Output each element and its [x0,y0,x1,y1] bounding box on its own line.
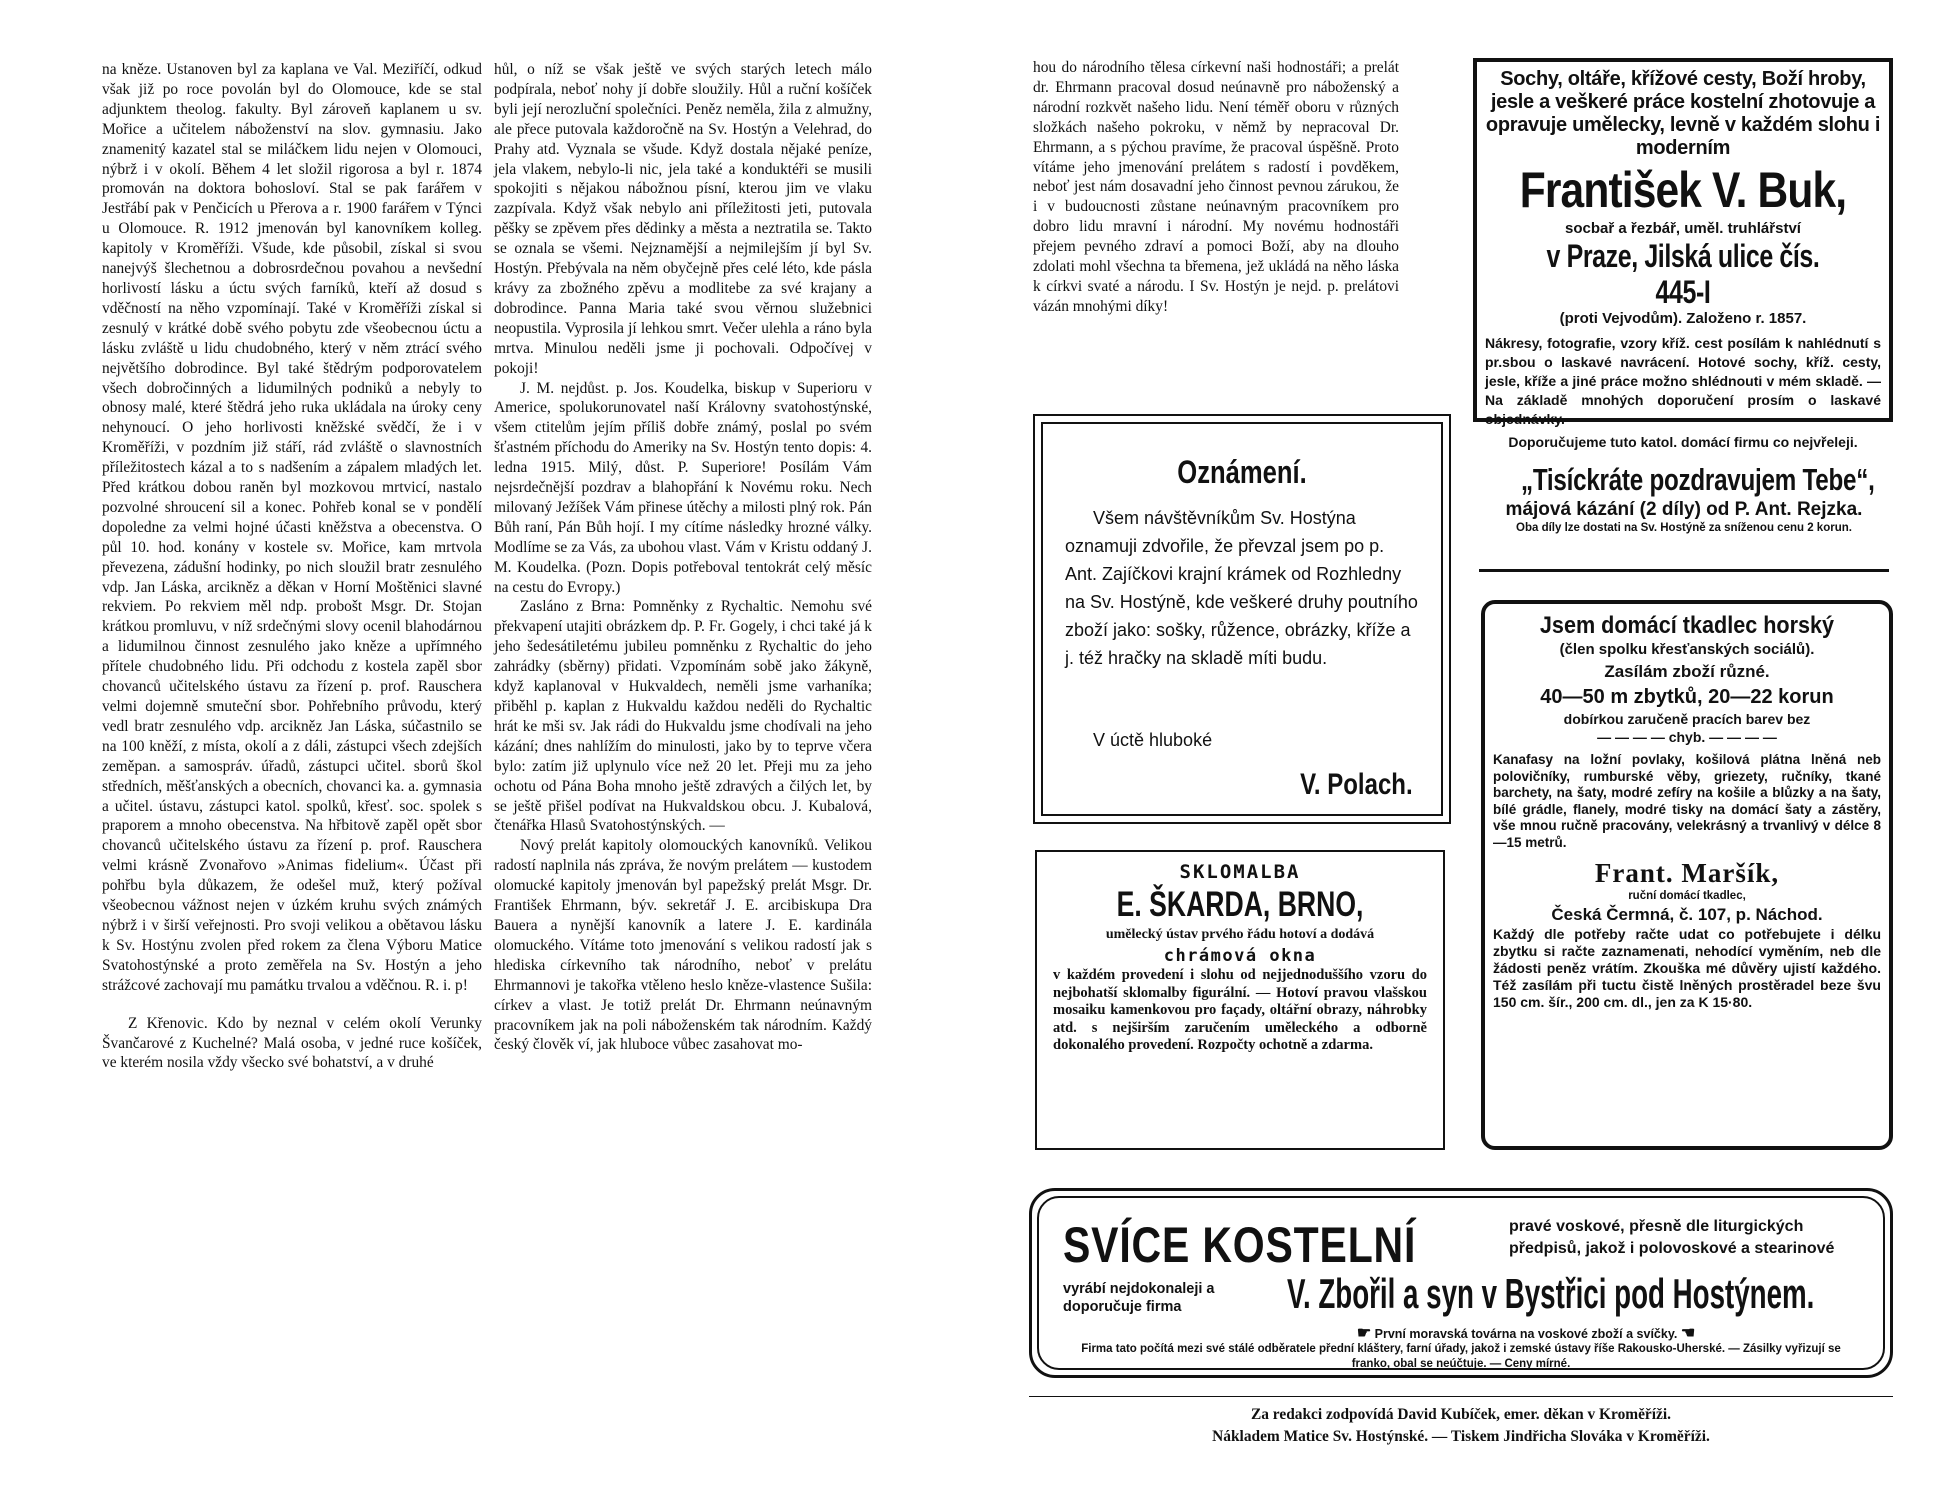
ad-marsik-role: ruční domácí tkadlec, [1628,890,1746,902]
ad-skarda-head: SKLOMALBA [1179,861,1301,883]
imprint-footer [1029,1404,1893,1448]
ad-skarda-windows: chrámová okna [1163,946,1317,966]
imprint-editor: Za redakci zodpovídá David Kubíček, emer. děkan v Kroměříži. [1251,1406,1671,1423]
ad-polach [1033,414,1451,824]
obituary-paragraph: na kněze. Ustanoven byl za kaplana ve Val. Meziříčí, odkud však již po roce povolán byl do Olomouce, kde se stal adjunktem theolog. fakulty. Byl zároveň kaplanem u sv. Mořice a učitelem náboženství na slov. gymnasiu. Jako znamenitý kazatel stal se miláčkem lidu nejen v Olomouci, nýbrž i v okolí. Během 4 let složil rigorosa a byl r. 1874 promován na doktora bohosloví. Stal se pak farářem v Jestřábí pak v Penčicích u Přerova a r. 1900 farářem v Týnci u Olomouce. R. 1912 jmenován byl kanovníkem kolleg. kapitoly v Kroměříži. Všude, kde působil, získal si svou nanejvýš šlechetnou a dobrosrdečnou povahou a nevšední horlivostí lásku a úctu svých farníků, kteří až dosud s vděčností na něho vzpomínají. Také v Kroměříži získal si zesnulý v krátké době svého pobytu zde všeobecnou úctu a lásku zvláště u lidu chudobného, který v něm ztrácí svého největšího dobrodince. Byl také štědrým podporovatelem všech dobročinných a lidumilných podniků a nebyly to obnosy malé, které štědrá jeho ruka ukládala na úroky ceny nehynoucí. O jeho horlivosti kněžské svědčí, že i v Kroměříži, v pozdním již stáří, rád zvláště o slavnostních příležitostech kázal a to s nadšením a zápalem mladých let. Před krátkou dobou raněn byl mozkovou mrtvicí, nastalo pozvolné shroucení sil a konec. Pohřeb konal se v pondělí dopoledne za velmi hojné účasti kněžstva a obecenstva. O půl 10. hod. konány v kostele sv. Mořice, kam mrtvola převezena, zádušní hodinky, po nich sloužil bratr zesnulého vdp. Jan Láska, arcikněz a děkan v Horní Moštěnici slavné rekviem. Po rekviem měl ndp. probošt Msgr. Dr. Stojan krátkou promluvu, v níž srdečnými slovy ocenil blahodárnou a lidumilnou činnost zesnulého jako kněze a upřímného přítele chudobného lidu. Při odchodu z kostela zapěl sbor chovanců učitelského ústavu za řízení p. prof. Rauschera velmi dojemně smuteční sbor. Pohřebního průvodu, který vedl bratr zesnulého vdp. arcikněz Jan Láska, súčastnilo se na 100 kněží, z místa, okolí a z dáli, zástupci všech zdejších zeměpan. a samospráv. úřadů, zástupci učitel. sborů škol středních, měšťanských a obecních, chovanci ka. a. gymnasia a učitel. ústavu, zástupci katol. spolků, křesť. soc. spolek s praporem a mnoho obecenstva. Na hřbitově zapěl opět sbor chovanců učitelského ústavu za řízení p. prof. Rauschera velmi krásně Zvonařovo »Animas fidelium«. Účast při pohřbu byla důkazem, že odešel muž, který požíval všeobecnou vážnost nejen v úzkém kruhu svých známých nýbrž i v širší veřejnosti. Pro svoji velikou a obětavou lásku k Sv. Hostýnu zvolen před rokem za člena Výboru Matice Svatohostýnské a proto zeměřela na Sv. Hostýn a jeho strážcové zachovají mu památku trvalou a vděčnou. R. i. p! [102,61,482,994]
ad-skarda-body: v každém provedení i slohu od nejjednoduššího vzoru do nejbohatší sklomalby figurální. — Hotoví pravou vlašskou mosaiku kamenkovou pro façady, oltářní obrazy, náhrobky atd. s nejširším zaručením uměleckého a odborně dokonalého provedení. Rozpočty ochotně a zdarma. [1053,967,1427,1053]
ad-zboril-makes: vyrábí nejdokonaleji a doporučuje firma [1063,1281,1215,1315]
ad-polach-text: Všem návštěvníkům Sv. Hostýna oznamuji zdvořile, že převzal jsem po p. Ant. Zajíčkovi krajní krámek od Rozhledny na Sv. Hostýně, kde veškeré druhy poutního zboží jako: sošky, růžence, obrázky, kříže a j. též hračky na skladě míti budu. [1065,508,1418,668]
ad-zboril-first: První moravská továrna na voskové zboží a svíčky. [1374,1327,1678,1341]
pointing-hand-icon: ☚ [1680,1325,1696,1342]
ad-marsik-offer: 40—50 m zbytků, 20—22 korun [1540,686,1834,708]
ad-marsik-head: Jsem domácí tkadlec horský [1539,612,1835,639]
ad-polach-signature: V. Polach. [1300,768,1413,801]
ad-buk [1473,58,1893,450]
ad-zboril-first-line [1209,1326,1843,1342]
ad-marsik-member: (člen spolku křesťanských sociálů). [1559,641,1815,658]
ad-marsik-dash: — — — — chyb. — — — — [1597,729,1777,745]
ad-marsik-list: Kanafasy na ložní povlaky, košilová plátna lněná neb polovičníky, rumburské věby, griezety, ručníky, tkané barchety, na šaty, modré zefíry na košile a blůzky a na šaty, bílé grádle, flanely, modré tisky na domácí šaty a zástěry, vše mnou ručně pracovány, velekrásný a trvanlivý v délce 8—15 metrů. [1493,752,1881,850]
ad-polach-body [1065,504,1419,672]
ad-skarda-name: E. ŠKARDA, BRNO, [1116,885,1364,924]
ad-rejzka-subtitle: májová kázání (2 díly) od P. Ant. Rejzka. [1505,499,1863,520]
ad-marsik-name: Frant. Maršík, [1594,858,1780,888]
ad-zboril-title: SVÍCE KOSTELNÍ [1063,1217,1417,1273]
ad-marsik-terms: Každý dle potřeby račte udat co potřebujete i délku zbytku si račte zaznamenati, nehodící vyměním, neb dle žádosti peněz vrátím. Zkouška mé důvěry ujistí každého. Též zasílám při tuctu čistě lněných prostěradel beze švu 150 cm. šír., 200 cm. dl., jen za K 15·80. [1493,926,1881,1010]
imprint-publisher: Nákladem Matice Sv. Hostýnské. — Tiskem Jindřicha Slováka v Kroměříži. [1212,1428,1710,1445]
ad-rejzka [1475,462,1893,572]
ad-buk-name: František V. Buk, [1519,162,1847,218]
ad-polach-frame [1041,422,1443,816]
pointing-hand-icon: ☛ [1356,1325,1372,1342]
krenovice-paragraph-start: Z Křenovic. Kdo by neznal v celém okolí Verunky Švančarové z Kuchelné? Malá osoba, v jedné ruce košíček, ve kterém nosila vždy všecko své bohatství, a v druhé [102,1014,482,1072]
ad-rejzka-note: Oba díly lze dostati na Sv. Hostýně za sníženou cenu 2 korun. [1516,522,1852,534]
text-column-2 [494,60,872,1055]
ehrmann-paragraph: Nový prelát kapitoly olomouckých kanovníků. Velikou radostí naplnila nás zpráva, že novým prelátem — kustodem olomucké kapitoly jmenován byl papežský prelát Msgr. Dr. František Ehrmann, býv. sekretář J. E. arcibiskupa Dra Bauera a nynější kanovník a latere J. E. kardinála olomuckého. Vítáme toto jmenování s velikou radostí jak s hlediska církevního tak národního, neboť v prelátu Ehrmannovi je takořka vtěleno heslo kněze-vlastence Sušila: církev a vlast. Je totiž prelát Dr. Ehrmann neúnavným pracovníkem jak na poli náboženském tak národním. Každý český člověk ví, jak hluboce vůbec zasahovat mo- [494,837,872,1054]
ad-zboril-frame [1037,1196,1885,1370]
ad-zboril-fine: Firma tato počítá mezi své stálé odběratele přední kláštery, farní úřady, jakož i zemské ústavy říše Rakousko-Uherské. — Zásilky vyřizují se franko, obal se neúčtuje. — Ceny mírné. [1081,1343,1841,1370]
ad-buk-trades: socbař a řezbář, uměl. truhlářství [1565,220,1801,237]
rychaltice-paragraph: Zasláno z Brna: Pomněnky z Rychaltic. Nemohu své překvapení utajiti obrázkem dp. P. Fr. Gogely, i chci také já k jeho šedesátiletému jubileu pomněnku z Rychaltic do jeho zahrádky (sběrny) přidati. Vzpomínám sobě jako žákyně, když kaplanoval v Hukvaldech, neměli jsme varhaníka; přiběhl p. kaplan z Hukvaldu každou neděli do Rychaltic hrát ke mši sv. Jak rádi do Hukvaldu jsme chodívali na jeho kázání; dnes nahlížím do minulosti, jako by to teprve včera bylo: zatím již uplynulo více než 20 let. Přeji mu za jeho ochotu od Pána Boha mnoho ještě zdravých a čilých let, by se ještě přišel podívat na Hukvaldskou obcu. J. Kubalová, čtenářka Hlasů Svatohostýnských. — [494,598,872,835]
ad-zboril-firm: V. Zbořil a syn v Bystřici pod Hostýnem. [1287,1270,1815,1317]
ad-buk-details: Nákresy, fotografie, vzory kříž. cest posílám k nahlédnutí s pr.sbou o laskavé navrácení. Hotové sochy, kříž. cesty, jesle, kříže a jiné práce možno shlédnouti v mém skladě. — Na základě mnohých doporučení prosím o laskavé objednávky. [1485,335,1881,427]
ad-polach-title: Oznámení. [1177,454,1307,490]
ehrmann-continuation: hou do národního tělesa církevní naši hodnostáři; a prelát dr. Ehrmann pracoval dosud neúnavně pro náboženský a národní rozkvět našeho lidu. Není téměř oboru v různých složkách našeho pokroku, v němž by nepracoval Dr. Ehrmann, a s pýchou pravíme, že pracoval úspěšně. Proto vítáme jeho jmenování prelátem s radostí i povděkem, neboť jest nám dosavadní jeho činnost pevnou zárukou, že i v budoucnosti zůstane neúnavným pracovníkem pro dobro lidu mravní i národní. My novému hodnostáři přejem pevného zdraví a pomoci Boží, aby na dlouho zdolati mohl všechna ta břemena, jež ukládá na něho láska k církvi svaté a národu. I Sv. Hostýn je nejd. p. prelátovi vázán mnohými díky! [1033,59,1399,315]
footer-rule [1029,1396,1893,1397]
ad-buk-since: (proti Vejvodům). Založeno r. 1857. [1559,310,1807,327]
ad-buk-address: v Praze, Jilská ulice čís. 445-I [1546,238,1820,310]
text-column-3 [1033,58,1399,317]
ad-skarda [1035,850,1445,1150]
text-column-1 [102,60,482,1073]
ad-zboril-right: pravé voskové, přesně dle liturgických předpisů, jakož i polovoskové a stearinové [1509,1218,1835,1257]
ad-polach-greeting: V úctě hluboké [1093,730,1213,750]
ad-marsik [1481,600,1893,1150]
verunka-paragraph: hůl, o níž se však ještě ve svých starých letech málo podpírala, neboť nohy jí dobře sloužily. Hůl a ruční košíček byli její nerozluční společníci. Peněz neměla, žila z almužny, ale přece putovala každoročně na Sv. Hostýn a Velehrad, do Prahy atd. Vyznala se všude. Když dostala nějaké peníze, jela vlakem, nebylo-li nic, jela také a konduktéři se musili spokojiti s nějakou nábožnou písní, kterou jim ve vlaku zazpívala. Když však nebylo ani příležitosti jeti, putovala pěšky se zpěvem přes dědinky a města a neztratila se. Takto se oznala se všemi. Nejznamější a nejmilejším jí byl Sv. Hostýn. Přebývala na něm obyčejně přes celé léto, kde pásla krávy za zbožného zpěvu a modlitebe za své krajany a dobrodince. Panna Maria také svou věrnou služebnici neopustila. Vyprosila jí lehkou smrt. Večer ulehla a ráno byla mrtva. Minulou neděli jsme ji pochovali. Odpočívej v pokoji! [494,61,872,377]
ad-marsik-address: Česká Čermná, č. 107, p. Náchod. [1551,905,1823,924]
right-page [973,0,1946,1500]
ad-rejzka-title: „Tisíckráte pozdravujem Tebe“, [1520,462,1875,497]
ad-buk-intro: Sochy, oltáře, křížové cesty, Boží hroby, jesle a veškeré práce kostelní zhotovuje a opravuje umělecky, levně v každém slohu i moderním [1485,68,1881,159]
ad-marsik-goods: Zasílám zboží různé. [1604,662,1770,681]
koudelka-paragraph: J. M. nejdůst. p. Jos. Koudelka, biskup v Superioru v Americe, spolukorunovatel naší Královny svatohostýnské, všem ctitelům jejím příliš dobře známý, poslal po svém šťastném příchodu do Ameriky na Sv. Hostýn tento dopis: 4. ledna 1915. Milý, důst. P. Superiore! Posílám Vám nejsrdečnější pozdrav a blahopřání k Novému roku. Nech milovaný Ježíšek Vám přinese útěchy a milosti plný rok. Pán Bůh raní, Pán Bůh hojí. I my cítíme následky hrozné války. Modlíme se za Vás, za ubohou vlast. Vám v Kristu oddaný J. M. Koudelka. (Pozn. Dopis potřeboval tentokrát celý měsíc na cestu do Evropy.) [494,379,872,596]
ad-rejzka-rule [1479,569,1889,572]
ad-skarda-desc: umělecký ústav prvého řádu hotoví a dodává [1105,927,1375,942]
ad-buk-recommend: Doporučujeme tuto katol. domácí firmu co nejvřeleji. [1508,434,1858,450]
ad-marsik-cod: dobírkou zaručeně pracích barev bez [1563,711,1811,727]
ad-zboril [1029,1188,1893,1378]
